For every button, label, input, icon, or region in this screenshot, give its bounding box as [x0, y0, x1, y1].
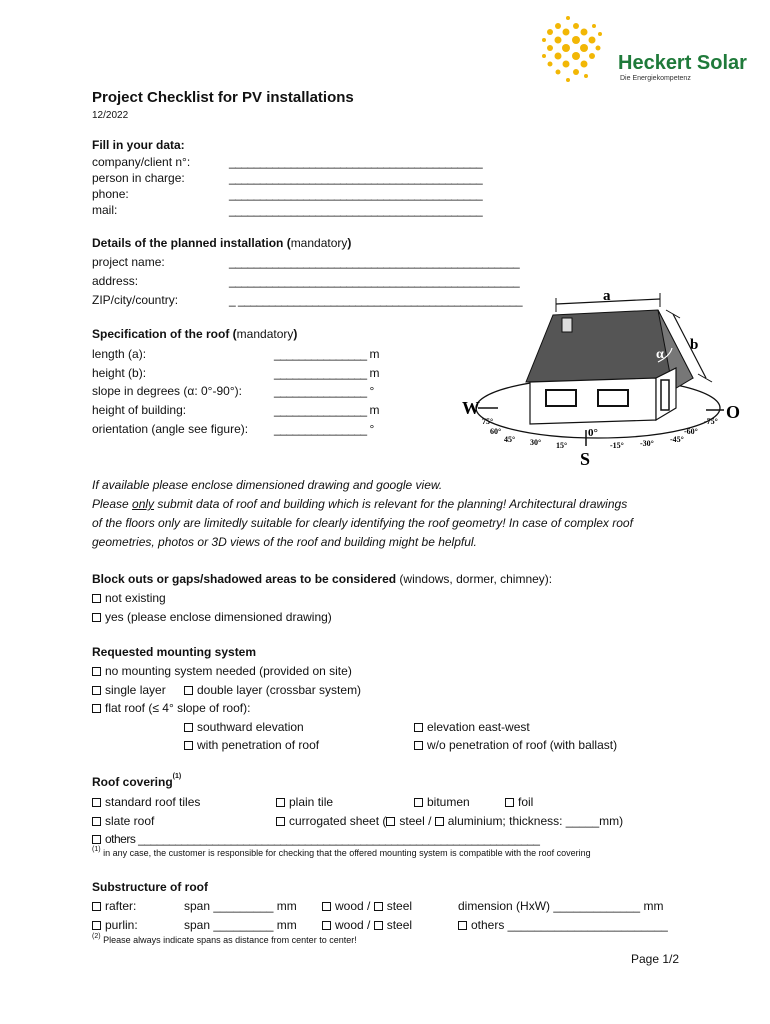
dimension-b-label: b: [690, 337, 699, 353]
checkbox-icon[interactable]: [92, 798, 101, 807]
covering-corrugated[interactable]: currogated sheet ( steel / aluminium; thickness: _____mm): [276, 814, 623, 828]
company-label: company/client n°:: [92, 155, 191, 169]
substructure-footnote: $^{(2)}$ Please always indicate spans as distance from center to center!: [92, 933, 357, 945]
dimension-a-label: a: [603, 290, 611, 304]
length-field[interactable]: _______________ m: [274, 347, 379, 361]
checkbox-icon[interactable]: [92, 921, 101, 930]
zip-field[interactable]: _ ______________________________________________: [229, 293, 523, 307]
checkbox-icon[interactable]: [276, 817, 285, 826]
document-date: 12/2022: [92, 110, 129, 121]
covering-foil[interactable]: foil: [505, 795, 533, 809]
checkbox-icon[interactable]: [92, 613, 101, 622]
svg-text:-75°: -75°: [704, 417, 718, 426]
svg-text:-15°: -15°: [610, 441, 624, 450]
checkbox-icon[interactable]: [414, 723, 423, 732]
svg-text:-45°: -45°: [670, 435, 684, 444]
front-wall: [530, 378, 656, 424]
checkbox-icon[interactable]: [92, 686, 101, 695]
checkbox-icon[interactable]: [322, 921, 331, 930]
covering-slate[interactable]: slate roof: [92, 814, 154, 828]
svg-text:75°: 75°: [482, 417, 494, 426]
checkbox-icon[interactable]: [414, 741, 423, 750]
length-label: length (a):: [92, 347, 147, 361]
page-number: Page 1/2: [631, 952, 680, 966]
checkbox-icon[interactable]: [414, 798, 423, 807]
phone-field[interactable]: _________________________________________: [229, 187, 483, 201]
mounting-south[interactable]: southward elevation: [184, 720, 304, 734]
building-height-field[interactable]: _______________ m: [274, 403, 379, 417]
mounting-flat[interactable]: flat roof (≤ 4° slope of roof):: [92, 701, 250, 715]
checkbox-icon[interactable]: [322, 902, 331, 911]
purlin-material[interactable]: wood / steel: [322, 918, 412, 932]
orientation-label: orientation (angle see figure):: [92, 422, 249, 436]
building-height-label: height of building:: [92, 403, 187, 417]
blockouts-yes[interactable]: yes (please enclose dimensioned drawing): [92, 610, 332, 624]
substructure-purlin[interactable]: purlin:: [92, 918, 138, 932]
svg-text:45°: 45°: [504, 435, 516, 444]
west-label: W: [462, 398, 480, 418]
south-label: S: [580, 449, 591, 469]
mounting-penetration[interactable]: with penetration of roof: [184, 738, 319, 752]
project-label: project name:: [92, 255, 165, 269]
project-field[interactable]: _______________________________________________: [229, 255, 520, 269]
svg-text:-30°: -30°: [640, 439, 654, 448]
note-line-2: Please only submit data of roof and building which is relevant for the planning! Architectural drawings: [92, 497, 628, 511]
covering-tiles[interactable]: standard roof tiles: [92, 795, 200, 809]
height-field[interactable]: _______________ m: [274, 366, 379, 380]
slope-field[interactable]: _______________ °: [274, 384, 374, 398]
zip-label: ZIP/city/country:: [92, 293, 179, 307]
checkbox-icon[interactable]: [184, 686, 193, 695]
blockouts-not-existing[interactable]: not existing: [92, 591, 166, 605]
fill-heading: Fill in your data:: [92, 138, 185, 152]
details-heading: Details of the planned installation (mandatory): [92, 236, 352, 250]
logo-tagline: Die Energiekompetenz: [620, 75, 691, 82]
checkbox-icon[interactable]: [276, 798, 285, 807]
height-label: height (b):: [92, 366, 147, 380]
person-label: person in charge:: [92, 171, 185, 185]
mounting-ballast[interactable]: w/o penetration of roof (with ballast): [414, 738, 617, 752]
roof-heading: Specification of the roof (mandatory): [92, 327, 298, 341]
address-label: address:: [92, 274, 139, 288]
address-field[interactable]: _______________________________________________: [229, 274, 520, 288]
svg-text:15°: 15°: [556, 441, 568, 450]
house-orientation-figure: [458, 290, 748, 470]
checkbox-icon[interactable]: [184, 723, 193, 732]
alpha-label: α: [656, 347, 664, 362]
mounting-single[interactable]: single layer: [92, 683, 166, 697]
checkbox-icon[interactable]: [386, 817, 395, 826]
checkbox-icon[interactable]: [374, 902, 383, 911]
phone-label: phone:: [92, 187, 129, 201]
checkbox-icon[interactable]: [184, 741, 193, 750]
checkbox-icon[interactable]: [92, 594, 101, 603]
note-line-1: If available please enclose dimensioned drawing and google view.: [92, 478, 443, 492]
checkbox-icon[interactable]: [435, 817, 444, 826]
chimney: [562, 318, 572, 332]
purlin-span-field[interactable]: span _________ mm: [184, 918, 297, 932]
mounting-heading: Requested mounting system: [92, 645, 257, 659]
substructure-others[interactable]: others ________________________: [458, 918, 668, 932]
logo-name: Heckert Solar: [618, 52, 747, 74]
covering-footnote: $^{(1)}$ in any case, the customer is responsible for checking that the offered mounting system is compatible with the roof covering: [92, 846, 591, 858]
checkbox-icon[interactable]: [458, 921, 467, 930]
covering-others[interactable]: others _________________________________________________________________: [92, 832, 539, 846]
company-field[interactable]: _________________________________________: [229, 155, 483, 169]
rafter-material[interactable]: wood / steel: [322, 899, 412, 913]
mounting-double[interactable]: double layer (crossbar system): [184, 683, 361, 697]
svg-text:30°: 30°: [530, 438, 542, 447]
checkbox-icon[interactable]: [92, 817, 101, 826]
checkbox-icon[interactable]: [92, 667, 101, 676]
covering-bitumen[interactable]: bitumen: [414, 795, 470, 809]
east-label: O: [726, 402, 741, 422]
checkbox-icon[interactable]: [374, 921, 383, 930]
checkbox-icon[interactable]: [92, 704, 101, 713]
mail-label: mail:: [92, 203, 118, 217]
slope-label: slope in degrees (α: 0°-90°):: [92, 384, 242, 398]
checkbox-icon[interactable]: [92, 835, 101, 844]
note-line-3: of the floors only are limitedly suitable for clearly identifying the roof geometry! In case of complex roof: [92, 516, 633, 530]
person-field[interactable]: _________________________________________: [229, 171, 483, 185]
svg-text:60°: 60°: [490, 427, 502, 436]
mail-field[interactable]: _________________________________________: [229, 203, 483, 217]
logo-mark-icon: [536, 12, 616, 88]
rafter-span-field[interactable]: span _________ mm: [184, 899, 297, 913]
covering-heading: Roof covering$^{(1)}$: [92, 773, 182, 789]
checkbox-icon[interactable]: [92, 902, 101, 911]
substructure-rafter[interactable]: rafter:: [92, 899, 136, 913]
page-title: Project Checklist for PV installations: [92, 89, 354, 106]
covering-plain[interactable]: plain tile: [276, 795, 333, 809]
svg-text:0°: 0°: [588, 427, 598, 439]
mounting-eastwest[interactable]: elevation east-west: [414, 720, 530, 734]
note-line-4: geometries, photos or 3D views of the roof and building might be helpful.: [92, 535, 477, 549]
dimension-field[interactable]: dimension (HxW) _____________ mm: [458, 899, 664, 913]
blockouts-heading: Block outs or gaps/shadowed areas to be considered (windows, dormer, chimney):: [92, 572, 553, 586]
mounting-none[interactable]: no mounting system needed (provided on site): [92, 664, 352, 678]
orientation-field[interactable]: _______________ °: [274, 422, 374, 436]
substructure-heading: Substructure of roof: [92, 880, 208, 894]
svg-text:-60°: -60°: [684, 427, 698, 436]
checkbox-icon[interactable]: [505, 798, 514, 807]
